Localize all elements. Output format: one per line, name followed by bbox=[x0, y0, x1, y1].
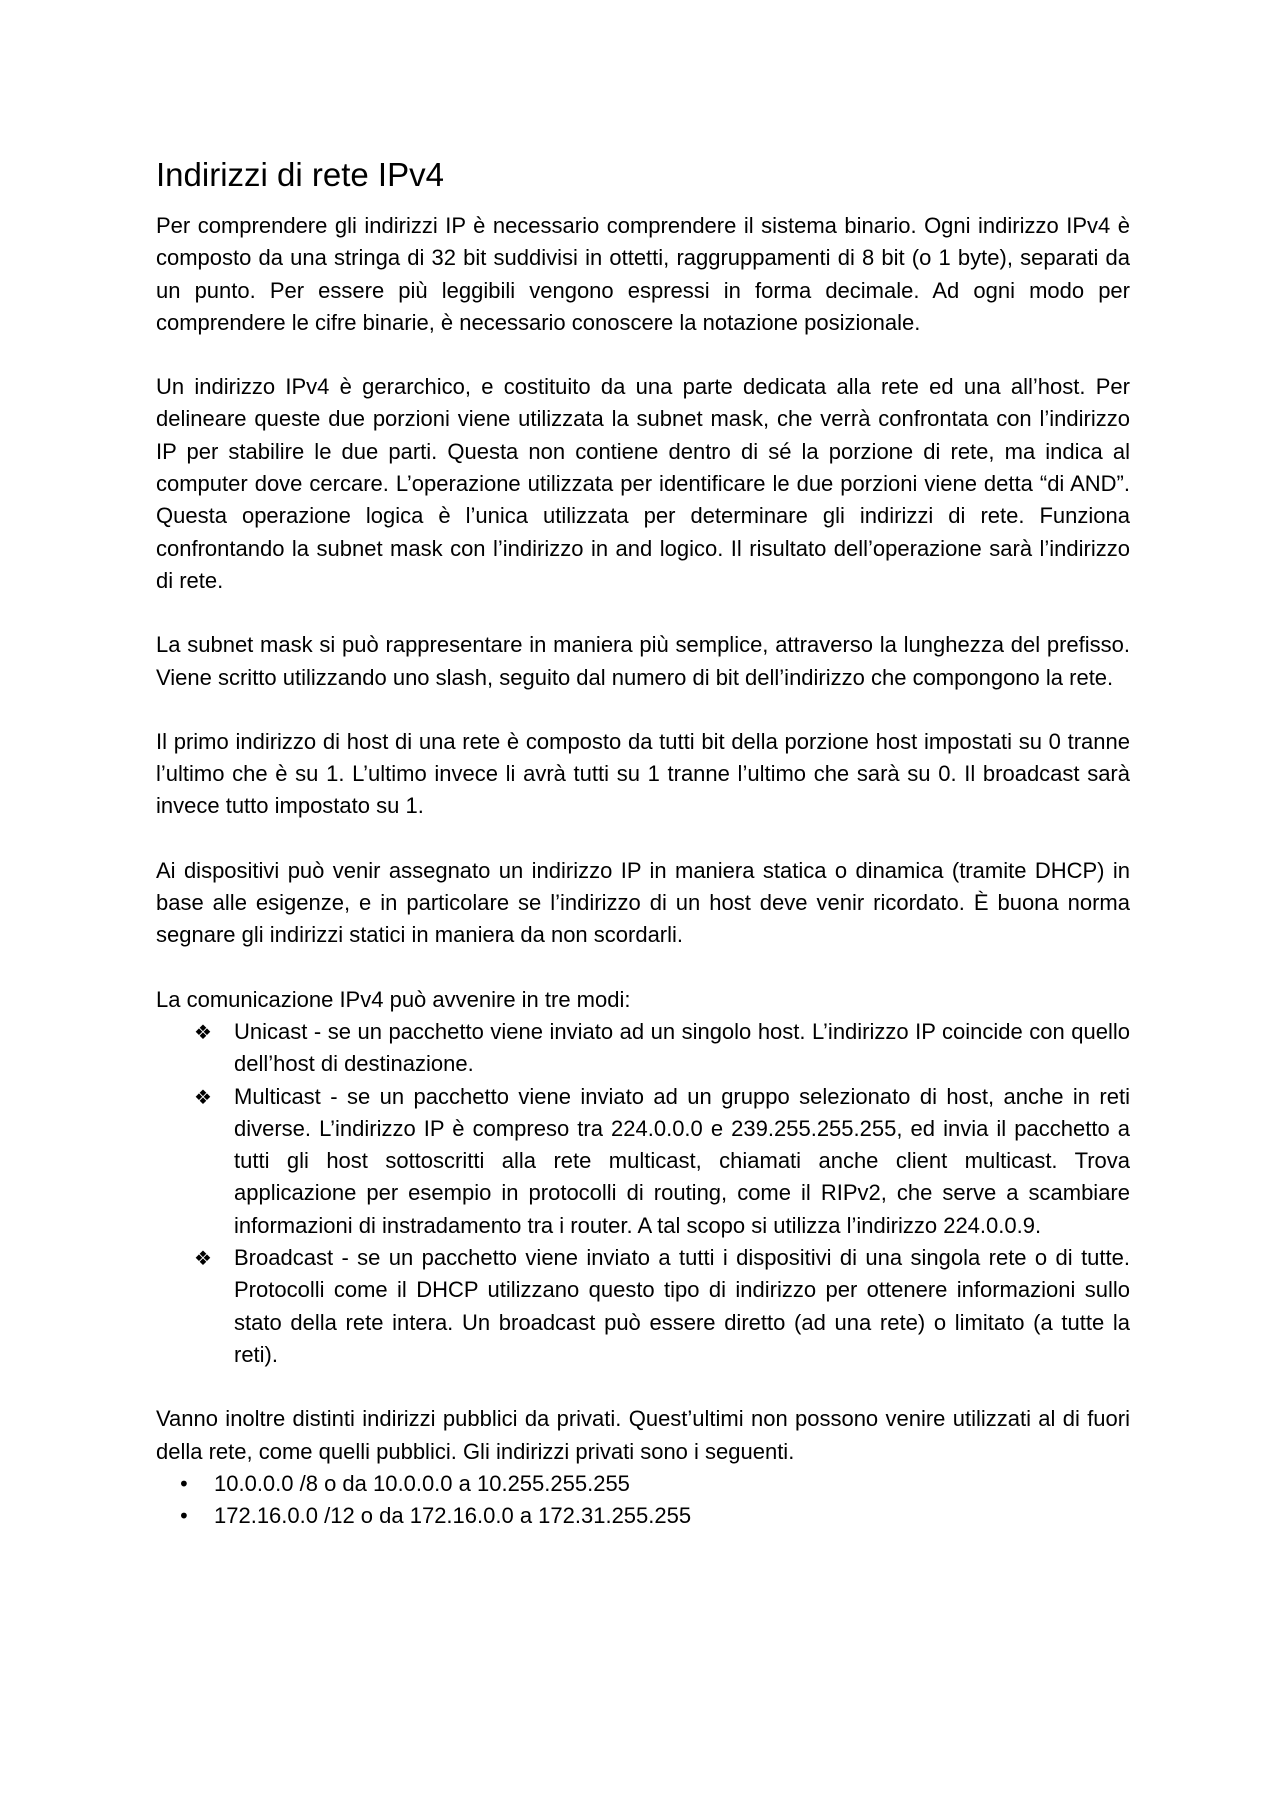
list-item-private-range bbox=[156, 1468, 1130, 1500]
page-title: Indirizzi di rete IPv4 bbox=[156, 156, 444, 193]
document-body bbox=[156, 152, 1130, 1532]
list-item-text: 172.16.0.0 /12 o da 172.16.0.0 a 172.31.255.255 bbox=[214, 1503, 692, 1529]
list-item-text: Broadcast - se un pacchetto viene inviato a tutti i dispositivi di una singola rete o di tutte. Protocolli come il DHCP utilizzano questo tipo di indirizzo per ottenere informazioni sullo stato della rete intera. Un broadcast può essere diretto (ad una rete) o limitato (a tutte la reti). bbox=[234, 1245, 1130, 1367]
paragraph-host-range: Il primo indirizzo di host di una rete è composto da tutti bit della porzione host impostati su 0 tranne l’ultimo che è su 1. L’ultimo invece li avrà tutti su 1 tranne l’ultimo che sarà su 0. Il broadcast sarà invece tutto impostato su 1. bbox=[156, 728, 1130, 819]
paragraph-binary: Per comprendere gli indirizzi IP è necessario comprendere il sistema binario. Ogni indirizzo IPv4 è composto da una stringa di 32 bit suddivisi in ottetti, raggruppamenti di 8 bit (o 1 byte), separati da un punto. Per essere più leggibili vengono espressi in forma decimale. Ad ogni modo per comprendere le cifre binarie, è necessario conoscere la notazione posizionale. bbox=[156, 213, 1130, 335]
private-intro: Vanno inoltre distinti indirizzi pubblici da privati. Quest’ultimi non possono venire utilizzati al di fuori della rete, come quelli pubblici. Gli indirizzi privati sono i seguenti. bbox=[156, 1406, 1130, 1464]
list-item-unicast bbox=[156, 1016, 1130, 1081]
diamond-bullet-icon: ❖ bbox=[194, 1019, 212, 1044]
diamond-bullet-icon: ❖ bbox=[194, 1246, 212, 1271]
list-item-text: Multicast - se un pacchetto viene inviato ad un gruppo selezionato di host, anche in reti diverse. L’indirizzo IP è compreso tra 224.0.0.0 e 239.255.255.255, ed invia il pacchetto a tutti gli host sottoscritti alla rete multicast, chiamati anche client multicast. Trova applicazione per esempio in protocolli di routing, come il RIPv2, che serve a scambiare informazioni di instradamento tra i router. A tal scopo si utilizza l’indirizzo 224.0.0.9. bbox=[234, 1083, 1130, 1238]
list-item-private-range bbox=[156, 1500, 1130, 1532]
paragraph-static-dynamic: Ai dispositivi può venir assegnato un indirizzo IP in maniera statica o dinamica (tramite DHCP) in base alle esigenze, e in particolare se l’indirizzo di un host deve venir ricordato. È buona norma segnare gli indirizzi statici in maniera da non scordarli. bbox=[156, 857, 1130, 948]
modes-intro: La comunicazione IPv4 può avvenire in tre modi: bbox=[156, 986, 631, 1012]
communication-modes-list bbox=[156, 1016, 1130, 1371]
paragraph-hierarchy: Un indirizzo IPv4 è gerarchico, e costituito da una parte dedicata alla rete ed una all’host. Per delineare queste due porzioni viene utilizzata la subnet mask, che verrà confrontata con l’indirizzo IP per stabilire le due parti. Questa non contiene dentro di sé la porzione di rete, ma indica al computer dove cercare. L’operazione utilizzata per identificare le due porzioni viene detta “di AND”. Questa operazione logica è l’unica utilizzata per determinare gli indirizzi di rete. Funziona confrontando la subnet mask con l’indirizzo in and logico. Il risultato dell’operazione sarà l’indirizzo di rete. bbox=[156, 374, 1130, 593]
diamond-bullet-icon: ❖ bbox=[194, 1084, 212, 1109]
list-item-broadcast bbox=[156, 1242, 1130, 1371]
paragraph-prefix: La subnet mask si può rappresentare in maniera più semplice, attraverso la lunghezza del prefisso. Viene scritto utilizzando uno slash, seguito dal numero di bit dell’indirizzo che compongono la rete. bbox=[156, 632, 1130, 690]
list-item-text: 10.0.0.0 /8 o da 10.0.0.0 a 10.255.255.255 bbox=[214, 1470, 630, 1496]
dot-bullet-icon: • bbox=[178, 1504, 190, 1529]
list-item-text: Unicast - se un pacchetto viene inviato ad un singolo host. L’indirizzo IP coincide con quello dell’host di destinazione. bbox=[234, 1018, 1130, 1077]
private-ranges-list bbox=[156, 1468, 1130, 1533]
dot-bullet-icon: • bbox=[178, 1471, 190, 1496]
list-item-multicast bbox=[156, 1081, 1130, 1242]
